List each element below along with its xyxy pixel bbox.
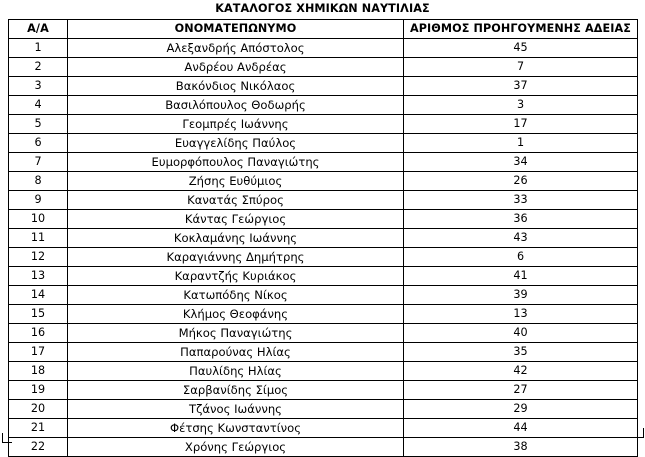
cell-aa: 18 <box>9 362 68 381</box>
cell-name: Καραγιάννης Δημήτρης <box>68 248 404 267</box>
cell-name: Ζήσης Ευθύμιος <box>68 172 404 191</box>
table-row <box>9 134 638 153</box>
cell-previous-license-number: 35 <box>404 343 638 362</box>
table-row <box>9 343 638 362</box>
cell-aa: 10 <box>9 210 68 229</box>
table-row <box>9 286 638 305</box>
cell-previous-license-number: 45 <box>404 39 638 58</box>
cell-name: Γεομπρές Ιωάννης <box>68 115 404 134</box>
cell-name: Καραντζής Κυριάκος <box>68 267 404 286</box>
cell-name: Παπαρούνας Ηλίας <box>68 343 404 362</box>
cell-aa: 12 <box>9 248 68 267</box>
cell-aa: 8 <box>9 172 68 191</box>
table-row <box>9 248 638 267</box>
cell-name: Κοκλαμάνης Ιωάννης <box>68 229 404 248</box>
cell-name: Σαρβανίδης Σίμος <box>68 381 404 400</box>
cell-aa: 16 <box>9 324 68 343</box>
cell-previous-license-number: 34 <box>404 153 638 172</box>
cell-aa: 5 <box>9 115 68 134</box>
cell-aa: 7 <box>9 153 68 172</box>
listing-table-container <box>8 19 637 457</box>
cell-name: Ευμορφόπουλος Παναγιώτης <box>68 153 404 172</box>
cell-previous-license-number: 7 <box>404 58 638 77</box>
cell-previous-license-number: 39 <box>404 286 638 305</box>
cell-name: Μήκος Παναγιώτης <box>68 324 404 343</box>
cell-aa: 14 <box>9 286 68 305</box>
cell-previous-license-number: 38 <box>404 438 638 457</box>
cell-name: Ανδρέου Ανδρέας <box>68 58 404 77</box>
cell-previous-license-number: 13 <box>404 305 638 324</box>
cell-aa: 21 <box>9 419 68 438</box>
table-header <box>9 20 638 39</box>
cell-previous-license-number: 1 <box>404 134 638 153</box>
table-row <box>9 172 638 191</box>
cell-name: Τζάνος Ιωάννης <box>68 400 404 419</box>
cell-aa: 20 <box>9 400 68 419</box>
cell-previous-license-number: 27 <box>404 381 638 400</box>
table-header-row <box>9 20 638 39</box>
cell-name: Χρόνης Γεώργιος <box>68 438 404 457</box>
table-row <box>9 381 638 400</box>
cell-previous-license-number: 43 <box>404 229 638 248</box>
cell-previous-license-number: 42 <box>404 362 638 381</box>
cell-name: Κανατάς Σπύρος <box>68 191 404 210</box>
cell-aa: 11 <box>9 229 68 248</box>
table-row <box>9 267 638 286</box>
cell-aa: 9 <box>9 191 68 210</box>
cell-aa: 3 <box>9 77 68 96</box>
cell-name: Βακόνδιος Νικόλαος <box>68 77 404 96</box>
cell-previous-license-number: 33 <box>404 191 638 210</box>
table-row <box>9 419 638 438</box>
cell-aa: 2 <box>9 58 68 77</box>
table-row <box>9 324 638 343</box>
cell-previous-license-number: 6 <box>404 248 638 267</box>
cell-name: Παυλίδης Ηλίας <box>68 362 404 381</box>
table-row <box>9 191 638 210</box>
page-title: ΚΑΤΑΛΟΓΟΣ ΧΗΜΙΚΩΝ ΝΑΥΤΙΛΙΑΣ <box>215 2 430 15</box>
table-row <box>9 96 638 115</box>
cell-aa: 22 <box>9 438 68 457</box>
cell-aa: 17 <box>9 343 68 362</box>
column-header-name: ΟΝΟΜΑΤΕΠΩΝΥΜΟ <box>68 20 404 39</box>
column-header-previous-license-number: ΑΡΙΘΜΟΣ ΠΡΟΗΓΟΥΜΕΝΗΣ ΑΔΕΙΑΣ <box>404 20 638 39</box>
cell-aa: 13 <box>9 267 68 286</box>
cell-previous-license-number: 3 <box>404 96 638 115</box>
cell-previous-license-number: 17 <box>404 115 638 134</box>
cell-previous-license-number: 40 <box>404 324 638 343</box>
table-row <box>9 305 638 324</box>
cell-name: Βασιλόπουλος Θοδωρής <box>68 96 404 115</box>
cell-aa: 4 <box>9 96 68 115</box>
table-row <box>9 115 638 134</box>
table-row <box>9 153 638 172</box>
cell-name: Κλήμος Θεοφάνης <box>68 305 404 324</box>
table-body <box>9 39 638 457</box>
table-row <box>9 229 638 248</box>
cell-name: Φέτσης Κωνσταντίνος <box>68 419 404 438</box>
cell-name: Αλεξανδρής Απόστολος <box>68 39 404 58</box>
table-row <box>9 362 638 381</box>
cell-aa: 19 <box>9 381 68 400</box>
cell-previous-license-number: 29 <box>404 400 638 419</box>
cell-name: Κατωπόδης Νίκος <box>68 286 404 305</box>
cell-previous-license-number: 44 <box>404 419 638 438</box>
table-row <box>9 58 638 77</box>
column-header-aa: Α/Α <box>9 20 68 39</box>
table-row <box>9 400 638 419</box>
table-row <box>9 39 638 58</box>
table-row <box>9 210 638 229</box>
chemists-listing-table <box>8 19 638 457</box>
cell-aa: 1 <box>9 39 68 58</box>
table-row <box>9 438 638 457</box>
cell-name: Ευαγγελίδης Παύλος <box>68 134 404 153</box>
cell-previous-license-number: 36 <box>404 210 638 229</box>
cell-aa: 6 <box>9 134 68 153</box>
cell-aa: 15 <box>9 305 68 324</box>
cell-previous-license-number: 41 <box>404 267 638 286</box>
cell-previous-license-number: 26 <box>404 172 638 191</box>
cell-previous-license-number: 37 <box>404 77 638 96</box>
cell-name: Κάντας Γεώργιος <box>68 210 404 229</box>
table-row <box>9 77 638 96</box>
